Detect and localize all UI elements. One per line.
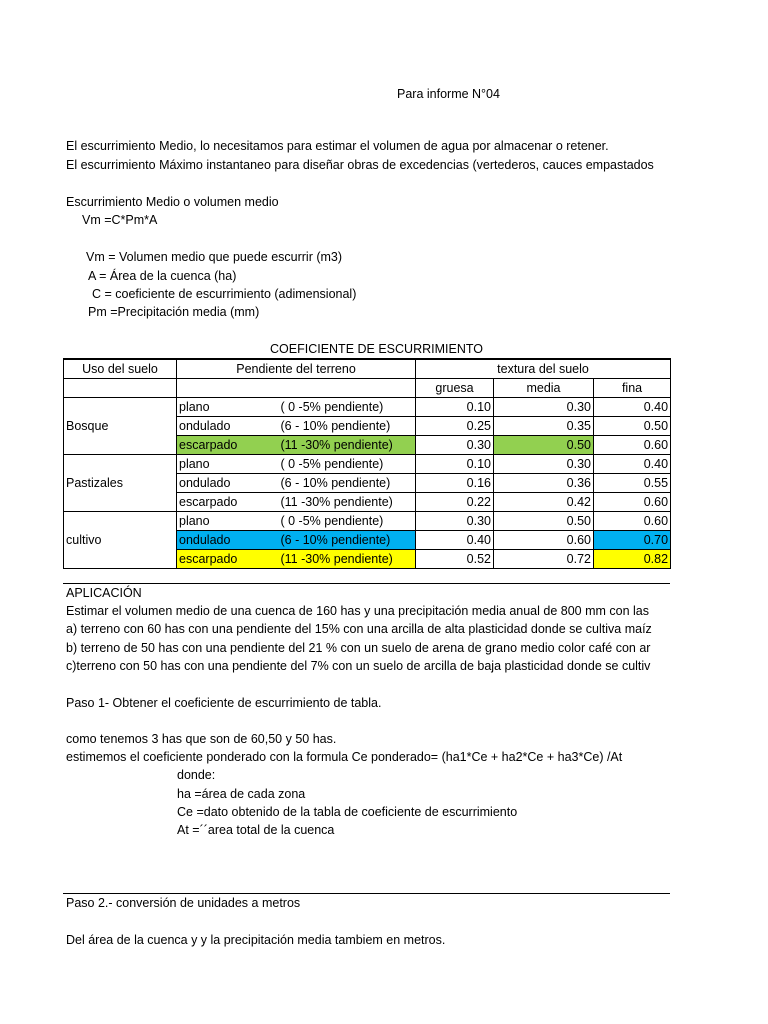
header-blank [177,379,416,398]
slope-cell: ondulado [177,417,279,436]
value-fina: 0.60 [594,493,671,512]
range-cell: ( 0 -5% pendiente) [279,455,416,474]
application-line: a) terreno con 60 has con una pendiente del 15% con una arcilla de alta plasticidad donde se cultiva maíz [66,622,652,636]
value-fina: 0.50 [594,417,671,436]
formula-def-pm: Pm =Precipitación media (mm) [88,305,260,319]
table-row [64,398,671,417]
range-cell: ( 0 -5% pendiente) [279,398,416,417]
application-line: b) terreno de 50 has con una pendiente del 21 % con un suelo de arena de grano medio color café con ar [66,641,651,655]
page-title: Para informe N°04 [397,87,500,101]
step1-heading: Paso 1- Obtener el coeficiente de escurrimiento de tabla. [66,696,382,710]
intro-line-2: El escurrimiento Máximo instantaneo para diseñar obras de excedencias (vertederos, cauces empastados [66,158,654,172]
header-media: media [494,379,594,398]
step2-heading: Paso 2.- conversión de unidades a metros [66,896,301,910]
range-cell-highlight: (6 - 10% pendiente) [279,531,416,550]
range-cell-highlight: (11 -30% pendiente) [279,436,416,455]
header-textura: textura del suelo [416,359,671,379]
range-cell: (11 -30% pendiente) [279,493,416,512]
value-fina: 0.55 [594,474,671,493]
value-media: 0.42 [494,493,594,512]
application-heading: APLICACIÓN [66,586,142,600]
formula-def-c: C = coeficiente de escurrimiento (adimensional) [92,287,357,301]
coefficient-table [63,358,671,569]
range-cell: ( 0 -5% pendiente) [279,512,416,531]
range-cell-highlight: (11 -30% pendiente) [279,550,416,569]
value-gruesa: 0.22 [416,493,494,512]
intro-line-1: El escurrimiento Medio, lo necesitamos para estimar el volumen de agua por almacenar o retener. [66,139,609,153]
header-gruesa: gruesa [416,379,494,398]
value-media: 0.50 [494,512,594,531]
slope-cell: plano [177,398,279,417]
value-fina: 0.40 [594,398,671,417]
group-label-bosque: Bosque [64,398,177,455]
value-fina: 0.40 [594,455,671,474]
formula-def-a: A = Área de la cuenca (ha) [88,269,237,283]
divider [63,893,670,894]
range-cell: (6 - 10% pendiente) [279,474,416,493]
value-media: 0.36 [494,474,594,493]
value-media: 0.72 [494,550,594,569]
step1-donde: donde: [177,768,216,782]
table-row [64,455,671,474]
value-media: 0.30 [494,455,594,474]
slope-cell: plano [177,512,279,531]
formula-heading: Escurrimiento Medio o volumen medio [66,195,279,209]
table-row [64,512,671,531]
formula-def-vm: Vm = Volumen medio que puede escurrir (m3) [86,250,343,264]
slope-cell-highlight: escarpado [177,550,279,569]
group-label-pastizales: Pastizales [64,455,177,512]
slope-cell: plano [177,455,279,474]
range-cell: (6 - 10% pendiente) [279,417,416,436]
step1-def: Ce =dato obtenido de la tabla de coeficiente de escurrimiento [177,805,518,819]
value-fina-highlight: 0.82 [594,550,671,569]
value-gruesa: 0.52 [416,550,494,569]
header-blank [64,379,177,398]
header-uso: Uso del suelo [64,359,177,379]
value-media-highlight: 0.50 [494,436,594,455]
value-gruesa: 0.10 [416,455,494,474]
value-fina-highlight: 0.70 [594,531,671,550]
step2-line: Del área de la cuenca y y la precipitación media tambiem en metros. [66,933,446,947]
formula-expression: Vm =C*Pm*A [82,213,158,227]
step1-def: At =´´area total de la cuenca [177,823,335,837]
value-gruesa: 0.16 [416,474,494,493]
value-media: 0.35 [494,417,594,436]
value-gruesa: 0.25 [416,417,494,436]
slope-cell: ondulado [177,474,279,493]
table-title: COEFICIENTE DE ESCURRIMIENTO [270,342,483,356]
value-fina: 0.60 [594,436,671,455]
header-fina: fina [594,379,671,398]
header-pendiente: Pendiente del terreno [177,359,416,379]
step1-formula: estimemos el coeficiente ponderado con la formula Ce ponderado= (ha1*Ce + ha2*Ce + ha3*Ce) /At [66,750,623,764]
application-line: Estimar el volumen medio de una cuenca de 160 has y una precipitación media anual de 800 mm con las [66,604,649,618]
divider [63,583,670,584]
value-gruesa: 0.30 [416,512,494,531]
application-line: c)terreno con 50 has con una pendiente del 7% con un suelo de arcilla de baja plasticidad donde se cultiv [66,659,651,673]
value-media: 0.30 [494,398,594,417]
slope-cell-highlight: ondulado [177,531,279,550]
value-gruesa: 0.40 [416,531,494,550]
step1-def: ha =área de cada zona [177,787,306,801]
value-gruesa: 0.30 [416,436,494,455]
group-label-cultivo: cultivo [64,512,177,569]
value-gruesa: 0.10 [416,398,494,417]
value-media: 0.60 [494,531,594,550]
slope-cell-highlight: escarpado [177,436,279,455]
step1-line: como tenemos 3 has que son de 60,50 y 50 has. [66,732,337,746]
slope-cell: escarpado [177,493,279,512]
value-fina: 0.60 [594,512,671,531]
